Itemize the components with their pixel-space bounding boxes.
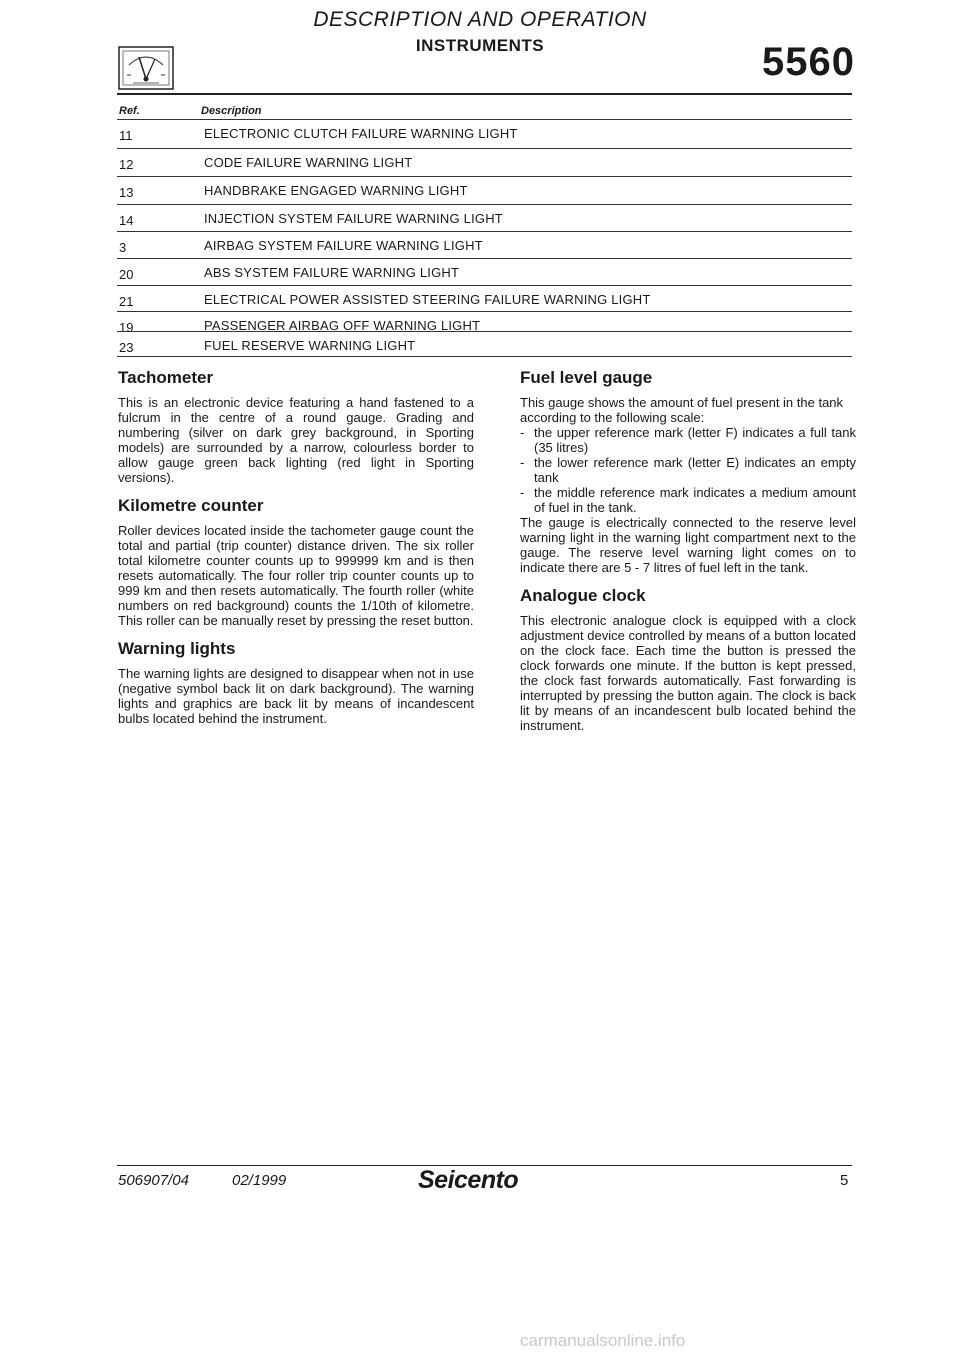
row-description: ABS SYSTEM FAILURE WARNING LIGHT (204, 265, 460, 280)
table-row (117, 258, 852, 286)
row-ref: 3 (119, 240, 127, 255)
row-ref: 12 (119, 157, 134, 172)
table-row (117, 148, 852, 176)
table-row (117, 176, 852, 204)
row-ref: 19 (119, 320, 134, 335)
page-subtitle: INSTRUMENTS (415, 36, 545, 55)
document-number: 506907/04 (118, 1172, 189, 1189)
warning-lights-heading: Warning lights (118, 639, 236, 658)
table-row (117, 231, 852, 259)
header-rule (117, 93, 852, 95)
right-column (520, 368, 856, 744)
brand-logo: Seicento (418, 1166, 519, 1194)
left-column (118, 368, 474, 737)
row-description: FUEL RESERVE WARNING LIGHT (204, 338, 416, 353)
page-section-title: DESCRIPTION AND OPERATION (313, 8, 647, 31)
instrument-logo-icon (117, 45, 175, 91)
fuel-scale-list (520, 425, 856, 515)
analogue-clock-heading: Analogue clock (520, 586, 646, 605)
table-row (117, 204, 852, 232)
kilometre-counter-heading: Kilometre counter (118, 496, 264, 515)
fuel-gauge-intro: This gauge shows the amount of fuel present in the tank according to the following scale: (520, 395, 844, 425)
table-bottom-rule (117, 356, 852, 357)
fuel-gauge-heading: Fuel level gauge (520, 368, 653, 387)
row-ref: 13 (119, 185, 134, 200)
row-description: HANDBRAKE ENGAGED WARNING LIGHT (204, 183, 468, 198)
row-description: CODE FAILURE WARNING LIGHT (204, 155, 413, 170)
row-ref: 21 (119, 294, 134, 309)
table-header (117, 103, 852, 119)
list-item: - the lower reference mark (letter E) indicates an empty tank (520, 455, 856, 485)
row-description: AIRBAG SYSTEM FAILURE WARNING LIGHT (204, 238, 483, 253)
section-code: 5560 (762, 40, 855, 84)
document-date: 02/1999 (232, 1172, 287, 1189)
analogue-clock-text: This electronic analogue clock is equipped with a clock adjustment device controlled by means of a button located on the clock face. Each time the button is pressed the clock forwards one minute. If the button is kept pressed, the clock fast forwards automatically. Fast forwarding is interrupted by pressing the button again. The clock is back lit by means of an incandescent bulb located behind the instrument. (520, 613, 856, 733)
row-description: INJECTION SYSTEM FAILURE WARNING LIGHT (204, 211, 503, 226)
list-item: - the middle reference mark indicates a medium amount of fuel in the tank. (520, 485, 856, 515)
tachometer-text: This is an electronic device featuring a hand fastened to a fulcrum in the centre of a round gauge. Grading and numbering (silver on dark grey background, in Sporting models) are surrounded by a narrow, colourless border to allow gauge green back lighting (red light in Sporting versions). (118, 395, 474, 485)
list-item: - the upper reference mark (letter F) indicates a full tank (35 litres) (520, 425, 856, 455)
description-column-header: Description (201, 105, 262, 117)
table-row (117, 119, 852, 147)
row-description: ELECTRICAL POWER ASSISTED STEERING FAILURE WARNING LIGHT (204, 292, 651, 307)
row-description: ELECTRONIC CLUTCH FAILURE WARNING LIGHT (204, 126, 518, 141)
fuel-gauge-outro: The gauge is electrically connected to the reserve level warning light in the warning light compartment next to the gauge. The reserve level warning light comes on to indicate there are 5 - 7 litres of fuel left in the tank. (520, 515, 856, 575)
row-ref: 11 (119, 128, 133, 143)
row-ref: 20 (119, 267, 134, 282)
row-ref: 14 (119, 213, 134, 228)
row-ref: 23 (119, 340, 134, 355)
tachometer-heading: Tachometer (118, 368, 214, 387)
kilometre-counter-text: Roller devices located inside the tachometer gauge count the total and partial (trip counter) distance driven. The six roller total kilometre counter counts up to 999999 km and is then resets automatically. The four roller trip counter counts up to 999 km and then resets automatically. The fourth roller (white numbers on red background) counts the 1/10th of kilometre. This roller can be manually reset by pressing the reset button. (118, 523, 474, 628)
ref-column-header: Ref. (119, 105, 140, 117)
row-description: PASSENGER AIRBAG OFF WARNING LIGHT (204, 318, 481, 333)
page-number: 5 (840, 1172, 849, 1189)
watermark: carmanualsonline.info (520, 1331, 686, 1350)
warning-lights-text: The warning lights are designed to disappear when not in use (negative symbol back lit on dark background). The warning lights and graphics are back lit by means of incandescent bulbs located behind the instrument. (118, 666, 474, 726)
table-row (117, 285, 852, 313)
table-row (117, 331, 852, 357)
